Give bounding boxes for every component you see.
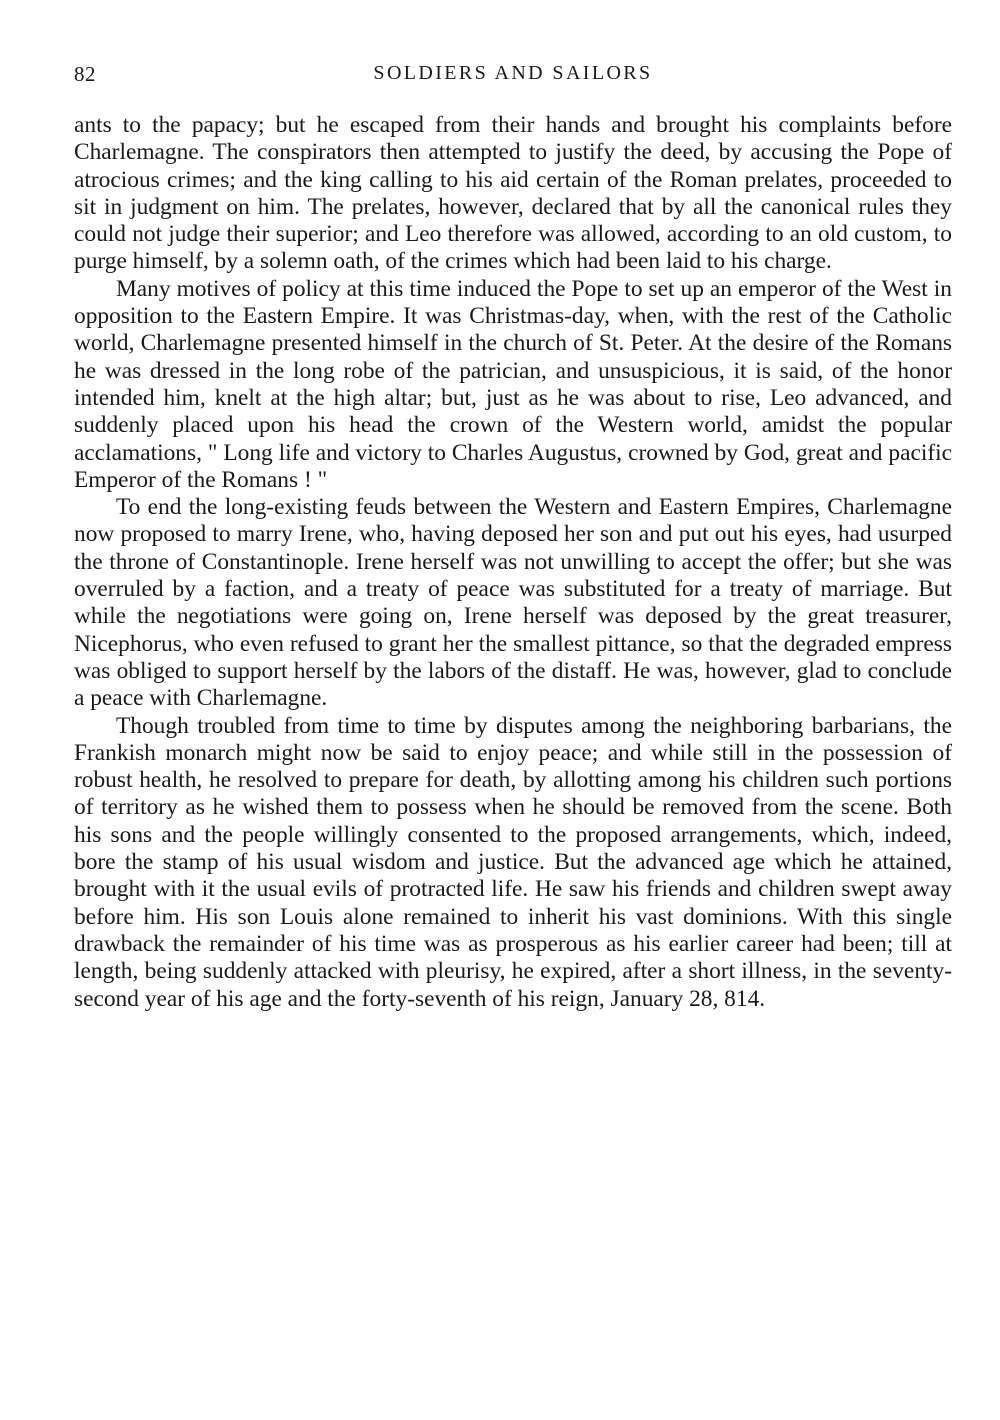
running-head <box>74 62 952 92</box>
running-title: SOLDIERS AND SAILORS <box>373 62 653 84</box>
paragraph-irene: To end the long-existing feuds between the Western and Eastern Empires, Charlemagne now proposed to marry Irene, who, having deposed her son and put out his eyes, had usurped the throne of Constantinople. Irene herself was not unwilling to accept the offer; but she was overruled by a faction, and a treaty of peace was substituted for a treaty of marriage. But while the negotiations were going on, Irene herself was deposed by the great treasurer, Nicephorus, who even refused to grant her the smallest pittance, so that the degraded empress was obliged to support herself by the labors of the distaff. He was, however, glad to conclude a peace with Charlemagne. <box>74 494 952 712</box>
body-text <box>74 112 952 1013</box>
paragraph-continued: ants to the papacy; but he escaped from their hands and brought his complaints before Charlemagne. The conspirators then attempted to justify the deed, by accusing the Pope of atrocious crimes; and the king calling to his aid certain of the Roman prelates, proceeded to sit in judgment on him. The prelates, however, declared that by all the canonical rules they could not judge their superior; and Leo therefore was allowed, according to an old custom, to purge himself, by a solemn oath, of the crimes which had been laid to his charge. <box>74 112 952 275</box>
paragraph-death: Though troubled from time to time by disputes among the neighboring barbarians, the Frankish monarch might now be said to enjoy peace; and while still in the possession of robust health, he resolved to prepare for death, by allotting among his children such portions of territory as he wished them to possess when he should be removed from the scene. Both his sons and the people willingly consented to the proposed arrangements, which, indeed, bore the stamp of his usual wisdom and justice. But the advanced age which he attained, brought with it the usual evils of protracted life. He saw his friends and children swept away before him. His son Louis alone remained to inherit his vast dominions. With this single drawback the remainder of his time was as prosperous as his earlier career had been; till at length, being suddenly attacked with pleurisy, he expired, after a short illness, in the seventy-second year of his age and the forty-seventh of his reign, January 28, 814. <box>74 712 952 1012</box>
page-number: 82 <box>74 62 96 86</box>
paragraph-coronation: Many motives of policy at this time induced the Pope to set up an emperor of the West in opposition to the Eastern Empire. It was Christmas-day, when, with the rest of the Catholic world, Charlemagne presented himself in the church of St. Peter. At the desire of the Romans he was dressed in the long robe of the patrician, and unsuspicious, it is said, of the honor intended him, knelt at the high altar; but, just as he was about to rise, Leo advanced, and suddenly placed upon his head the crown of the Western world, amidst the popular acclamations, " Long life and victory to Charles Augustus, crowned by God, great and pacific Emperor of the Romans ! " <box>74 275 952 493</box>
book-page <box>74 62 952 1013</box>
